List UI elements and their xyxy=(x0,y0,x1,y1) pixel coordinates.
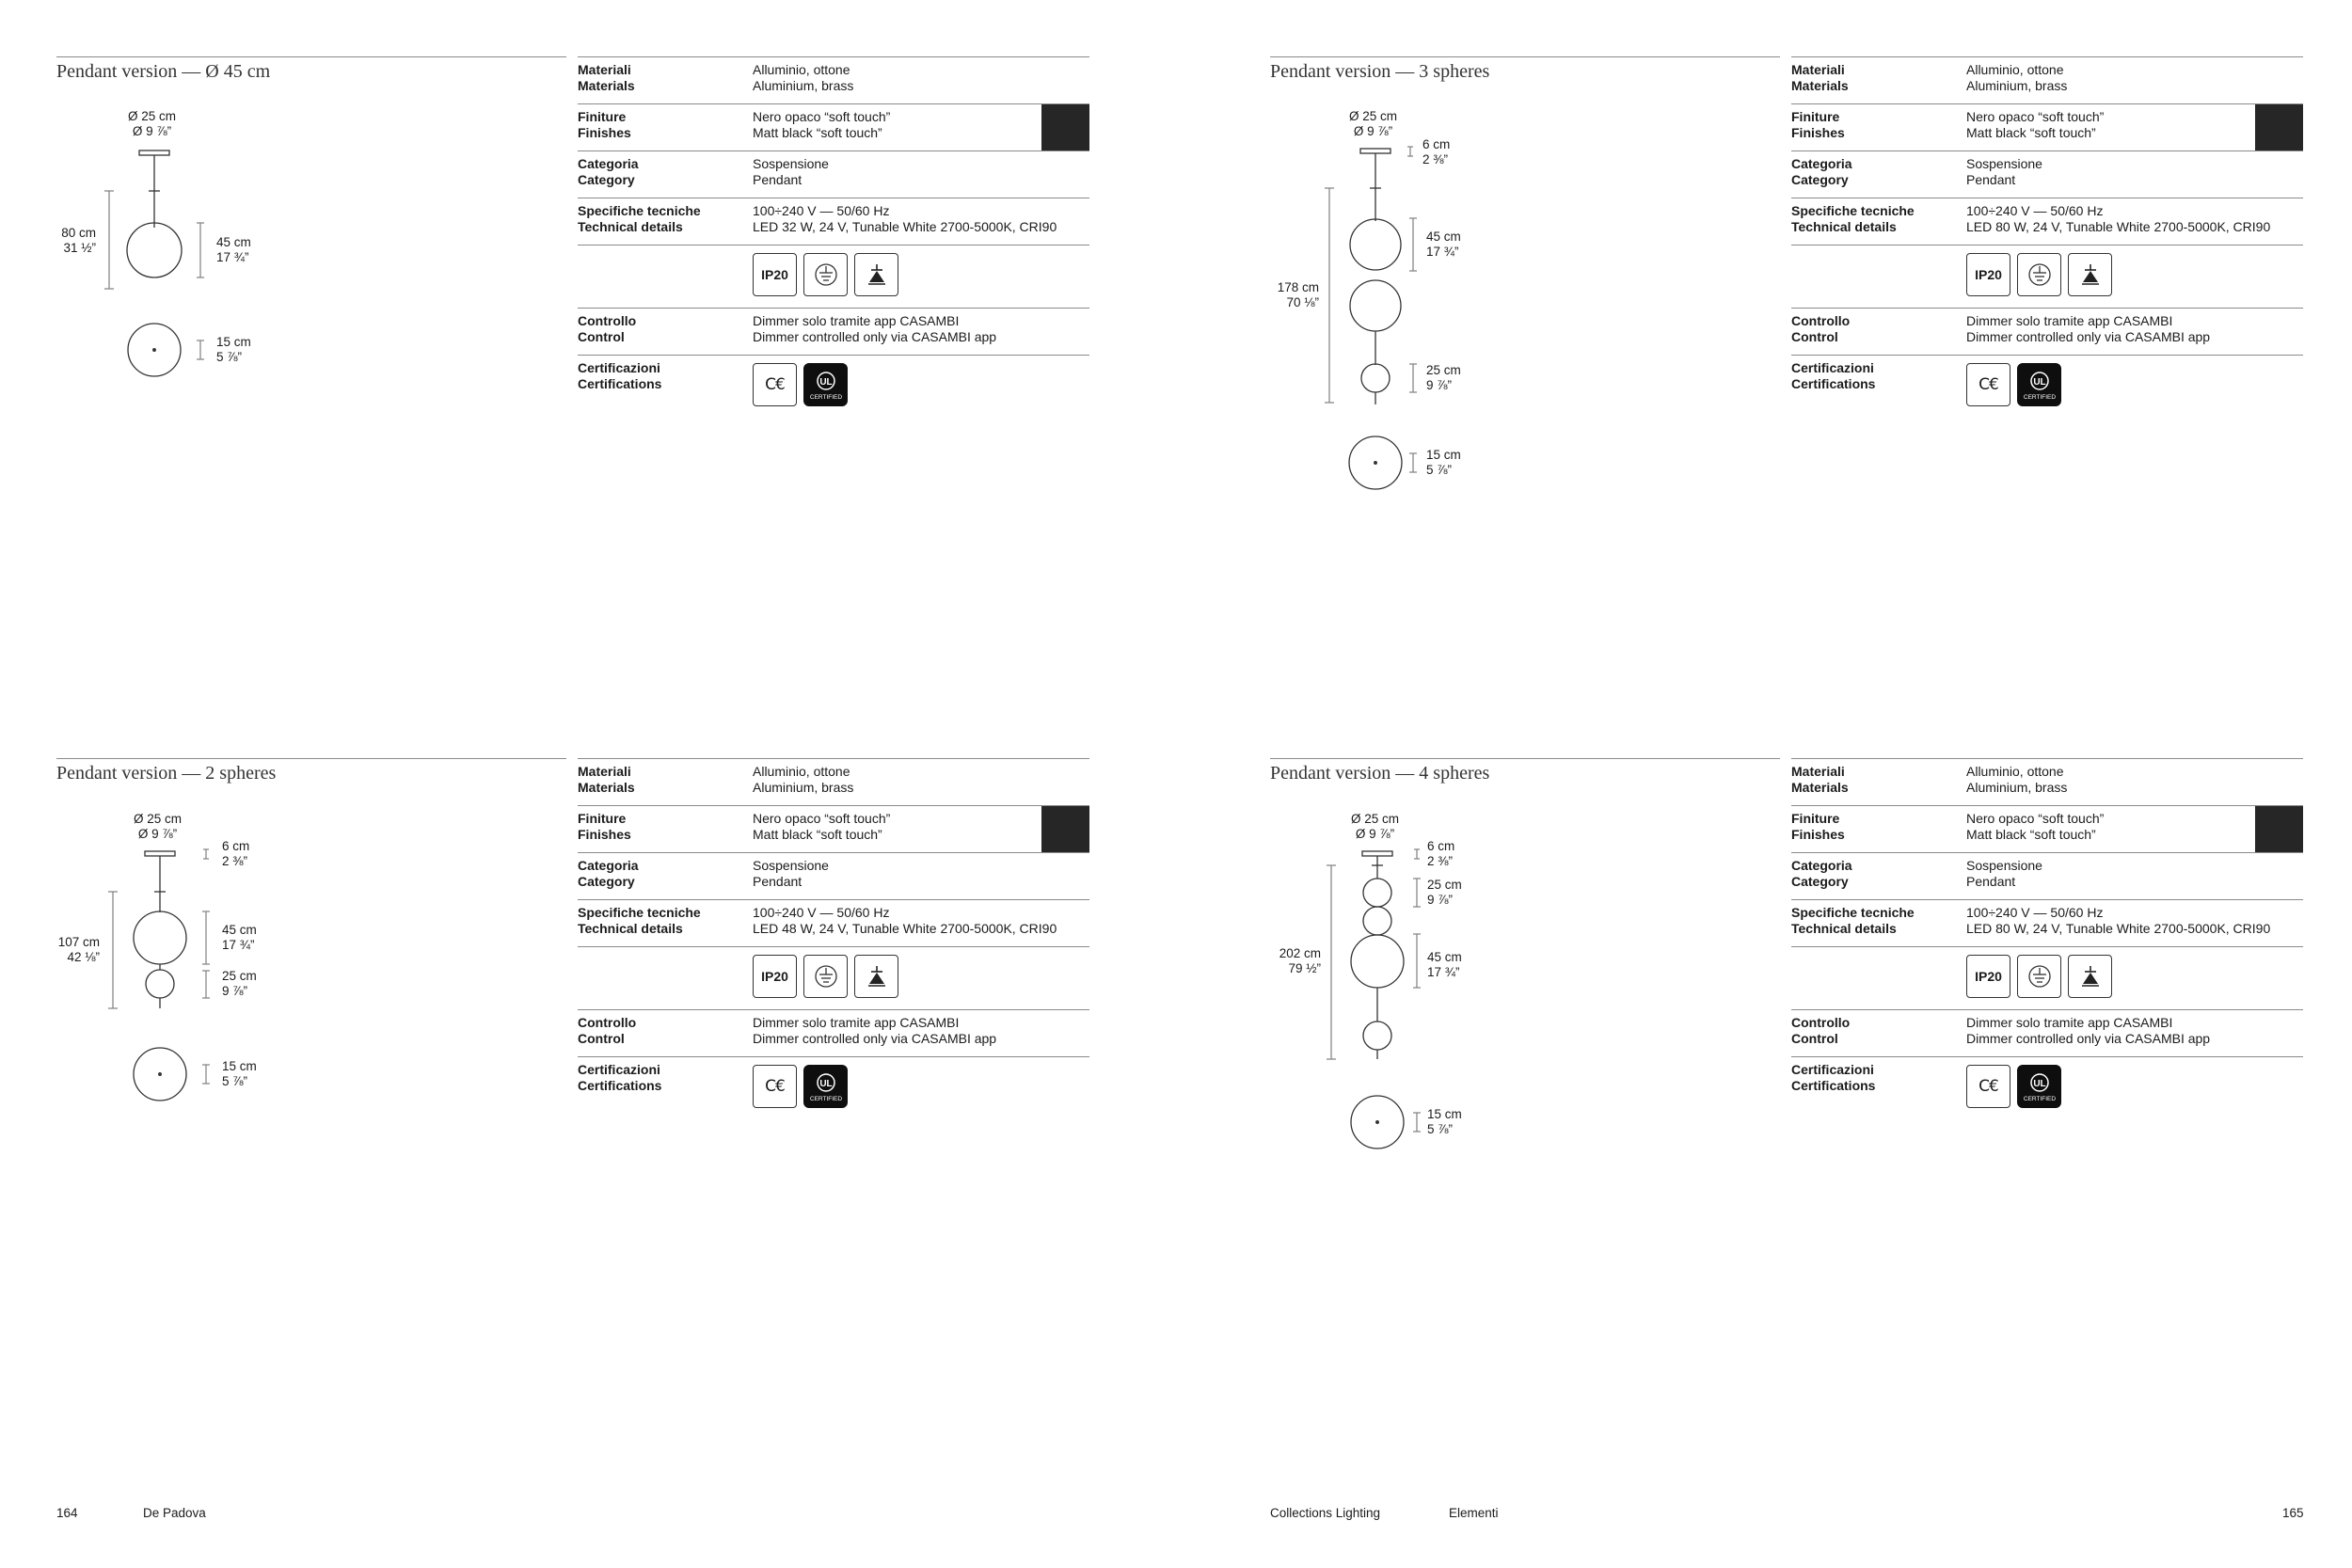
finishes-row: Finiture Finishes Nero opaco “soft touch” Matt black “soft touch” xyxy=(1791,805,2303,852)
technical-drawing xyxy=(56,85,564,611)
product-title: Pendant version — Ø 45 cm xyxy=(56,56,566,83)
canopy-diameter-label: Ø 25 cm Ø 9 ⅞” xyxy=(134,812,183,841)
ground-connection-icon xyxy=(803,955,848,998)
technical-drawing xyxy=(1270,786,1778,1313)
finish-color-swatch xyxy=(2255,806,2303,853)
technical-icons-row xyxy=(1791,946,2303,1009)
base-height-label: 15 cm 5 ⅞” xyxy=(222,1059,257,1088)
sphere-45-diameter-label: 45 cm 17 ¾” xyxy=(1426,230,1461,259)
dimmable-light-icon xyxy=(2068,253,2112,296)
sphere-45 xyxy=(1351,935,1404,988)
ce-mark-icon: C€ xyxy=(753,1065,797,1108)
finish-color-swatch xyxy=(2255,104,2303,151)
right-collection: Elementi xyxy=(1449,1506,1499,1520)
control-row: Controllo Control Dimmer solo tramite app CASAMBI Dimmer controlled only via CASAMBI app xyxy=(1791,1009,2303,1056)
dimmable-light-icon xyxy=(2068,955,2112,998)
sphere-25-diameter-label: 25 cm 9 ⅞” xyxy=(222,969,257,998)
svg-text:UL: UL xyxy=(818,1079,833,1089)
lamp-outline-drawing xyxy=(56,85,564,611)
certifications-row: Certificazioni Certifications C€ UL CERTIFIED xyxy=(578,355,1089,414)
materials-row: Materiali Materials Alluminio, ottone Aluminium, brass xyxy=(578,56,1089,103)
product-title: Pendant version — 4 spheres xyxy=(1270,758,1780,784)
svg-text:CERTIFIED: CERTIFIED xyxy=(809,394,842,401)
lamp-outline-drawing xyxy=(56,786,564,1313)
svg-text:CERTIFIED: CERTIFIED xyxy=(2023,394,2056,401)
category-row: Categoria Category Sospensione Pendant xyxy=(1791,852,2303,899)
sphere-45-diameter-label: 45 cm 17 ¾” xyxy=(1427,950,1462,979)
finishes-row: Finiture Finishes Nero opaco “soft touch” Matt black “soft touch” xyxy=(1791,103,2303,150)
left-brand: De Padova xyxy=(143,1506,206,1520)
total-height-label: 202 cm 79 ½” xyxy=(1279,946,1321,975)
lamp-outline-drawing xyxy=(1270,85,1778,611)
svg-text:UL: UL xyxy=(2032,377,2046,388)
sphere-45-diameter-label: 45 cm 17 ¾” xyxy=(222,923,257,952)
spec-table xyxy=(578,56,1089,414)
sphere-45 xyxy=(134,911,186,964)
certifications-row: Certificazioni Certifications C€ UL CERTIFIED xyxy=(1791,355,2303,414)
ip20-rating-icon: IP20 xyxy=(753,955,797,998)
right-page-number: 165 xyxy=(2282,1506,2304,1520)
technical-drawing xyxy=(56,786,564,1313)
sphere-25-top xyxy=(1363,879,1391,907)
total-height-label: 107 cm 42 ⅛” xyxy=(57,935,100,964)
control-row: Controllo Control Dimmer solo tramite app CASAMBI Dimmer controlled only via CASAMBI app xyxy=(578,308,1089,355)
canopy-height-label: 6 cm 2 ⅜” xyxy=(222,839,250,868)
ul-certified-icon xyxy=(803,363,848,406)
ul-certified-icon xyxy=(2017,363,2061,406)
ce-mark-icon: C€ xyxy=(753,363,797,406)
sphere-25-diameter-label: 25 cm 9 ⅞” xyxy=(1427,878,1462,907)
led-specification: LED 32 W, 24 V, Tunable White 2700-5000K, CRI90 xyxy=(753,219,1057,234)
base-height-label: 15 cm 5 ⅞” xyxy=(1426,448,1461,477)
canopy-height-label: 6 cm 2 ⅜” xyxy=(1427,839,1455,868)
technical-drawing xyxy=(1270,85,1778,611)
materials-row: Materiali Materials Alluminio, ottone Aluminium, brass xyxy=(1791,758,2303,805)
control-row: Controllo Control Dimmer solo tramite app CASAMBI Dimmer controlled only via CASAMBI app xyxy=(578,1009,1089,1056)
dimmable-light-icon xyxy=(854,253,898,296)
sphere-25-diameter-label: 25 cm 9 ⅞” xyxy=(1426,363,1461,392)
spec-table xyxy=(578,758,1089,1116)
certifications-row: Certificazioni Certifications C€ UL CERTIFIED xyxy=(1791,1056,2303,1116)
ip20-rating-icon: IP20 xyxy=(1966,955,2010,998)
canopy-diameter-label: Ø 25 cm Ø 9 ⅞” xyxy=(128,109,177,138)
technical-icons-row xyxy=(1791,245,2303,308)
canopy-diameter-label: Ø 25 cm Ø 9 ⅞” xyxy=(1351,812,1400,841)
product-title: Pendant version — 2 spheres xyxy=(56,758,566,784)
sphere-25-bottom xyxy=(1363,1022,1391,1050)
led-specification: LED 80 W, 24 V, Tunable White 2700-5000K, CRI90 xyxy=(1966,921,2271,936)
base-height-label: 15 cm 5 ⅞” xyxy=(216,335,251,364)
certifications-row: Certificazioni Certifications C€ UL CERTIFIED xyxy=(578,1056,1089,1116)
finishes-row: Finiture Finishes Nero opaco “soft touch” Matt black “soft touch” xyxy=(578,805,1089,852)
ground-connection-icon xyxy=(2017,955,2061,998)
ul-certified-icon xyxy=(2017,1065,2061,1108)
technical-details-row: Specifiche tecniche Technical details 100÷240 V — 50/60 Hz LED 80 W, 24 V, Tunable White 2700-5000K, CRI90 xyxy=(1791,198,2303,245)
canopy-shape xyxy=(139,150,169,155)
led-specification: LED 48 W, 24 V, Tunable White 2700-5000K, CRI90 xyxy=(753,921,1057,936)
total-height-label: 178 cm 70 ⅛” xyxy=(1277,280,1319,309)
sphere-25 xyxy=(146,970,174,998)
finishes-row: Finiture Finishes Nero opaco “soft touch” Matt black “soft touch” xyxy=(578,103,1089,150)
lamp-outline-drawing xyxy=(1270,786,1778,1313)
ip20-rating-icon: IP20 xyxy=(753,253,797,296)
right-section: Collections Lighting xyxy=(1270,1506,1381,1520)
canopy-shape xyxy=(1362,851,1392,856)
technical-details-row: Specifiche tecniche Technical details 100÷240 V — 50/60 Hz LED 80 W, 24 V, Tunable White 2700-5000K, CRI90 xyxy=(1791,899,2303,946)
technical-details-row: Specifiche tecniche Technical details 100÷240 V — 50/60 Hz LED 48 W, 24 V, Tunable White 2700-5000K, CRI90 xyxy=(578,899,1089,946)
spec-table xyxy=(1791,56,2303,414)
led-specification: LED 80 W, 24 V, Tunable White 2700-5000K, CRI90 xyxy=(1966,219,2271,234)
ce-mark-icon: C€ xyxy=(1966,1065,2010,1108)
total-height-label: 80 cm 31 ½” xyxy=(61,226,96,255)
canopy-shape xyxy=(1360,149,1391,153)
sphere-25-second xyxy=(1363,907,1391,935)
svg-text:CERTIFIED: CERTIFIED xyxy=(2023,1096,2056,1102)
category-row: Categoria Category Sospensione Pendant xyxy=(578,150,1089,198)
sphere-45-top xyxy=(1350,219,1401,270)
dimmable-light-icon xyxy=(854,955,898,998)
svg-text:UL: UL xyxy=(2032,1079,2046,1089)
sphere-45 xyxy=(127,223,182,277)
finish-color-swatch xyxy=(1041,104,1089,151)
ce-mark-icon: C€ xyxy=(1966,363,2010,406)
materials-row: Materiali Materials Alluminio, ottone Aluminium, brass xyxy=(578,758,1089,805)
materials-row: Materiali Materials Alluminio, ottone Aluminium, brass xyxy=(1791,56,2303,103)
control-row: Controllo Control Dimmer solo tramite app CASAMBI Dimmer controlled only via CASAMBI app xyxy=(1791,308,2303,355)
canopy-shape xyxy=(145,851,175,856)
technical-details-row: Specifiche tecniche Technical details 100÷240 V — 50/60 Hz LED 32 W, 24 V, Tunable White 2700-5000K, CRI90 xyxy=(578,198,1089,245)
ground-connection-icon xyxy=(2017,253,2061,296)
finish-color-swatch xyxy=(1041,806,1089,853)
canopy-diameter-label: Ø 25 cm Ø 9 ⅞” xyxy=(1349,109,1398,138)
ground-connection-icon xyxy=(803,253,848,296)
product-title: Pendant version — 3 spheres xyxy=(1270,56,1780,83)
technical-icons-row xyxy=(578,946,1089,1009)
technical-icons-row xyxy=(578,245,1089,308)
sphere-25 xyxy=(1361,364,1390,392)
sphere-diameter-label: 45 cm 17 ¾” xyxy=(216,235,251,264)
category-row: Categoria Category Sospensione Pendant xyxy=(1791,150,2303,198)
ul-certified-icon xyxy=(803,1065,848,1108)
category-row: Categoria Category Sospensione Pendant xyxy=(578,852,1089,899)
base-height-label: 15 cm 5 ⅞” xyxy=(1427,1107,1462,1136)
sphere-45-middle xyxy=(1350,280,1401,331)
svg-text:UL: UL xyxy=(818,377,833,388)
left-page-number: 164 xyxy=(56,1506,78,1520)
spec-table xyxy=(1791,758,2303,1116)
svg-text:CERTIFIED: CERTIFIED xyxy=(809,1096,842,1102)
ip20-rating-icon: IP20 xyxy=(1966,253,2010,296)
canopy-height-label: 6 cm 2 ⅜” xyxy=(1422,137,1451,166)
